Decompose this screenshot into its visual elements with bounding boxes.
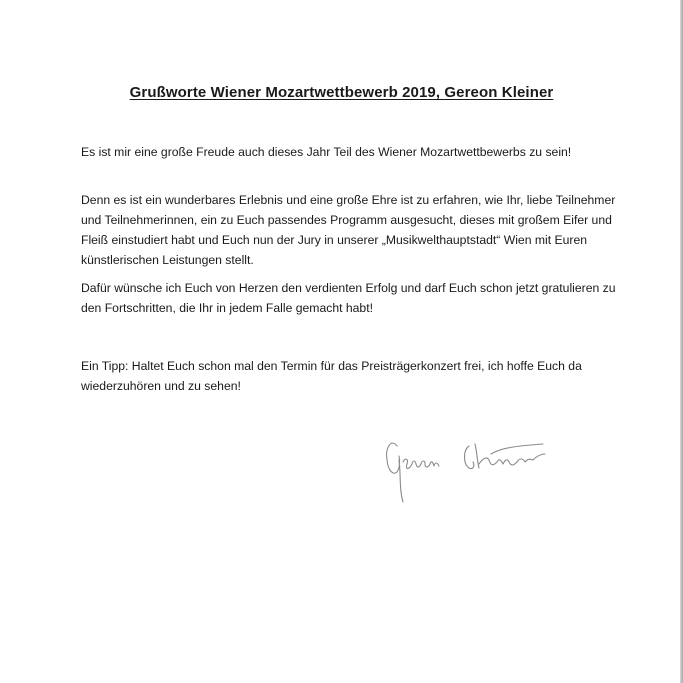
paragraph-wishes	[81, 278, 621, 318]
paragraph-text: Es ist mir eine große Freude auch dieses Jahr Teil des Wiener Mozartwettbewerbs zu sein!	[81, 145, 572, 159]
paragraph-text: Dafür wünsche ich Euch von Herzen den verdienten Erfolg und darf Euch schon jetzt gratulieren zu den Fortschritten, die Ihr in jedem Falle gemacht habt!	[81, 281, 616, 315]
paragraph-experience	[81, 190, 621, 270]
paragraph-intro	[81, 142, 621, 162]
handwritten-signature	[383, 424, 553, 506]
paragraph-text: Denn es ist ein wunderbares Erlebnis und eine große Ehre ist zu erfahren, wie Ihr, liebe Teilnehmer und Teilnehmerinnen, ein zu Euch passendes Programm ausgesucht, dieses mit großem Eifer und Fleiß einstudiert habt und Euch nun der Jury in unserer „Musikwelthauptstadt“ Wien mit Euren künstlerischen Leistungen stellt.	[81, 193, 616, 267]
paragraph-tip	[81, 356, 621, 396]
document-title: Grußworte Wiener Mozartwettbewerb 2019, Gereon Kleiner	[129, 84, 554, 101]
paragraph-text: Ein Tipp: Haltet Euch schon mal den Termin für das Preisträgerkonzert frei, ich hoffe Euch da wiederzuhören und zu sehen!	[81, 359, 582, 393]
